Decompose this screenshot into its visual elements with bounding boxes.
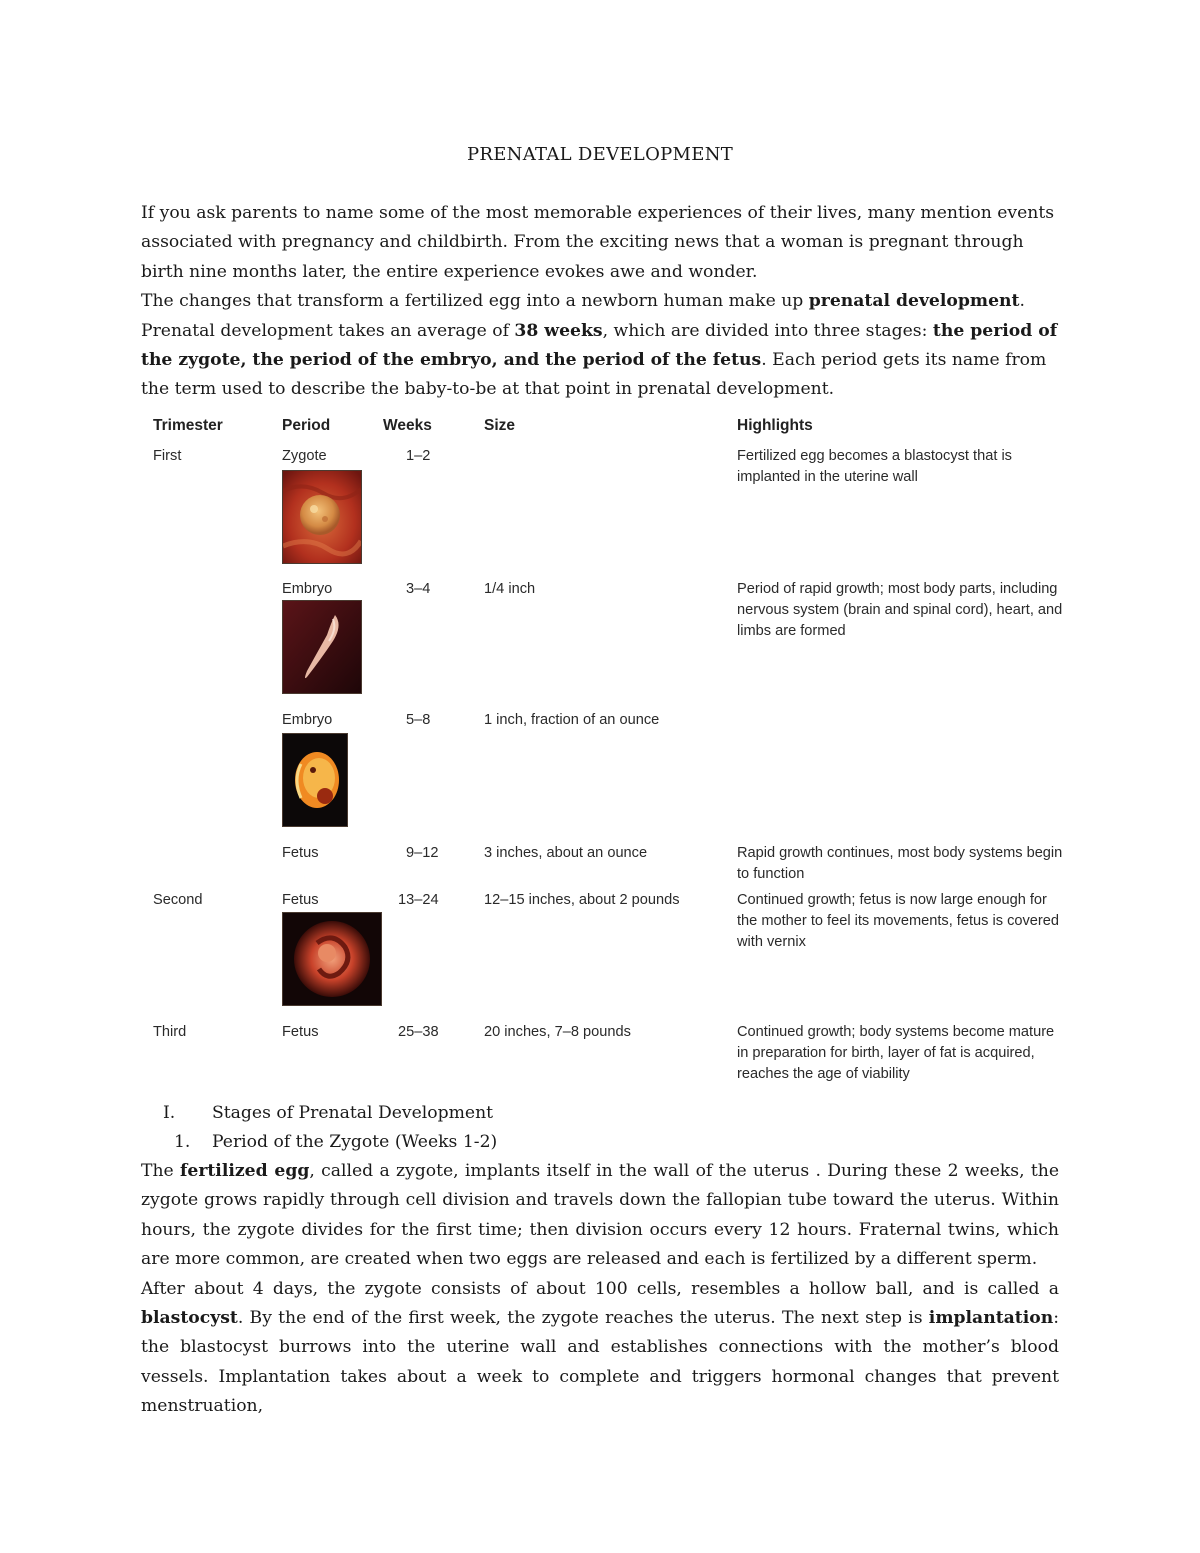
- cell-size: 1/4 inch: [484, 581, 536, 597]
- cell-highlights: Continued growth; fetus is now large enough for the mother to feel its movements, fetus is covered with vernix: [737, 892, 1060, 950]
- embryo-early-photo: [282, 600, 362, 694]
- outline-number: 1.: [174, 1132, 191, 1153]
- bold-term: fertilized egg: [179, 1161, 310, 1181]
- bold-term: prenatal development: [808, 291, 1020, 312]
- cell-highlights: Rapid growth continues, most body systems begin to function: [737, 845, 1063, 882]
- text-run: After about 4 days, the zygote consists of about 100 cells, resembles a hollow ball, and is called a: [141, 1278, 1059, 1299]
- embryo-late-photo: [282, 733, 348, 827]
- outline-item: [141, 1099, 1059, 1128]
- header-trimester: Trimester: [153, 417, 223, 434]
- zygote-photo: [282, 470, 362, 564]
- outline-number: I.: [163, 1103, 176, 1123]
- text-run: . By the end of the first week, the zygote reaches the uterus. The next step is: [237, 1308, 929, 1329]
- header-size: Size: [484, 417, 516, 434]
- fetus-photo: [282, 912, 382, 1006]
- cell-size: 1 inch, fraction of an ounce: [484, 712, 660, 728]
- intro-section: [141, 199, 1059, 405]
- cell-weeks: 1–2: [406, 448, 431, 464]
- text-run: . Prenatal development takes an average of: [141, 291, 1025, 341]
- text-run: : the blastocyst burrows into the uterine wall and establishes connections with the mother’s blood vessels. Implantation takes about a week to complete and triggers hormonal changes that prevent menstruation,: [141, 1308, 1059, 1417]
- cell-period: Fetus: [282, 845, 319, 861]
- outline-text: Period of the Zygote (Weeks 1-2): [212, 1132, 498, 1153]
- cell-period: Embryo: [282, 712, 333, 728]
- text-run: , which are divided into three stages:: [602, 320, 933, 341]
- zygote-section: [141, 1157, 1059, 1422]
- cell-trimester: First: [153, 448, 182, 464]
- body-paragraph-1: [141, 1157, 1059, 1275]
- outline-item: [141, 1128, 1059, 1157]
- outline-text: Stages of Prenatal Development: [212, 1103, 494, 1123]
- cell-weeks: 13–24: [398, 892, 439, 908]
- cell-size: 20 inches, 7–8 pounds: [484, 1024, 631, 1040]
- header-weeks: Weeks: [383, 417, 432, 434]
- cell-trimester: Third: [153, 1024, 187, 1040]
- text-run: The changes that transform a fertilized egg into a newborn human make up: [141, 291, 809, 312]
- cell-size: 12–15 inches, about 2 pounds: [484, 892, 680, 908]
- cell-period: Embryo: [282, 581, 333, 597]
- bold-term: 38 weeks: [514, 320, 603, 341]
- bold-term: implantation: [928, 1308, 1054, 1329]
- cell-period: Fetus: [282, 892, 319, 908]
- cell-size: 3 inches, about an ounce: [484, 845, 648, 861]
- outline-list: [141, 1099, 1059, 1158]
- text-run: . Each period gets its name from the term used to describe the baby-to-be at that point in prenatal development.: [141, 350, 1047, 400]
- cell-weeks: 9–12: [406, 845, 439, 861]
- text-run: The: [141, 1161, 180, 1181]
- cell-trimester: Second: [153, 892, 203, 908]
- cell-period: Fetus: [282, 1024, 319, 1040]
- bold-term: blastocyst: [141, 1308, 238, 1329]
- body-paragraph-2: [141, 1275, 1059, 1422]
- intro-paragraph-1: If you ask parents to name some of the most memorable experiences of their lives, many mention events associated with pregnancy and childbirth. From the exciting news that a woman is pregnant through birth nine months later, the entire experience evokes awe and wonder.: [141, 203, 1055, 282]
- text-run: , called a zygote, implants itself in the wall of the uterus . During these 2 weeks, the zygote grows rapidly through cell division and travels down the fallopian tube toward the uterus. Within hours, the zygote divides for the first time; then division occurs every 12 hours. Fraternal twins, which are more common, are created when two eggs are released and each is fertilized by a different sperm.: [141, 1161, 1059, 1270]
- header-highlights: Highlights: [737, 417, 813, 434]
- cell-period: Zygote: [282, 448, 327, 464]
- cell-highlights: Fertilized egg becomes a blastocyst that is implanted in the uterine wall: [737, 448, 1012, 485]
- intro-paragraph-2: [141, 287, 1059, 405]
- cell-highlights: Continued growth; body systems become mature in preparation for birth, layer of fat is acquired, reaches the age of viability: [737, 1024, 1055, 1082]
- cell-highlights: Period of rapid growth; most body parts, including nervous system (brain and spinal cord), heart, and limbs are formed: [737, 581, 1063, 639]
- header-period: Period: [282, 417, 331, 434]
- prenatal-stages-table: [141, 410, 1063, 1090]
- bold-term: the period of the zygote, the period of the embryo, and the period of the fetus: [141, 320, 1058, 371]
- page-title: PRENATAL DEVELOPMENT: [466, 144, 734, 165]
- cell-weeks: 25–38: [398, 1024, 439, 1040]
- cell-weeks: 3–4: [406, 581, 431, 597]
- cell-weeks: 5–8: [406, 712, 431, 728]
